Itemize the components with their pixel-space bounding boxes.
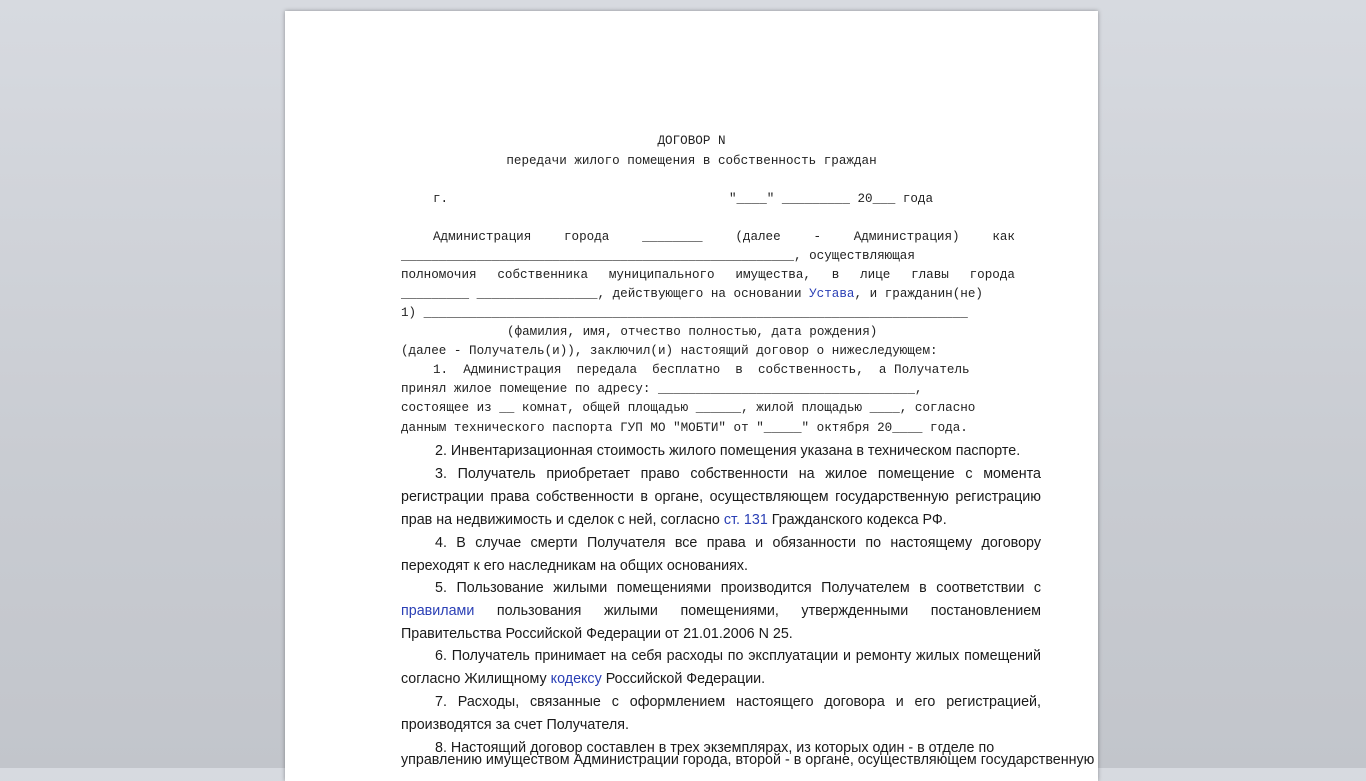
preamble-word: (далее xyxy=(735,230,781,244)
charter-link[interactable]: Устава xyxy=(809,287,855,301)
clause-6 xyxy=(401,645,1041,691)
preamble-word: - xyxy=(813,230,821,244)
preamble-word: Администрация xyxy=(433,230,532,244)
document-title: ДОГОВОР N xyxy=(657,134,726,148)
clause-1-line-2: принял жилое помещение по адресу: __________________________________, xyxy=(401,382,923,396)
preamble-line-1 xyxy=(433,228,1015,247)
preamble-line-7: (далее - Получатель(и)), заключил(и) настоящий договор о нижеследующем: xyxy=(401,344,938,358)
clause-8: 8. Настоящий договор составлен в трех экземплярах, из которых один - в отделе по xyxy=(435,740,995,756)
housing-code-link[interactable]: кодексу xyxy=(550,671,602,687)
rules-link[interactable]: правилами xyxy=(401,603,475,619)
clause-1-line-3: состоящее из __ комнат, общей площадью ______, жилой площадью ____, согласно xyxy=(401,401,976,415)
preamble-line-4 xyxy=(401,285,983,304)
document-page xyxy=(285,11,1098,781)
preamble-word: имущества, xyxy=(735,268,811,282)
preamble-word: города xyxy=(564,230,610,244)
clause-5 xyxy=(401,577,1041,646)
clause-8-continuation xyxy=(401,752,1095,773)
preamble-word: лице xyxy=(860,268,891,282)
preamble-word: главы xyxy=(911,268,949,282)
clause-text: 3. Получатель приобретает право собственности на жилое помещение с момента регистрации права собственности в органе, осуществляющем государственную регистрацию прав на недвижимость и сделок с ней, согласно xyxy=(401,466,1041,528)
preamble-line-3 xyxy=(401,266,1015,285)
clause-7: 7. Расходы, связанные с оформлением настоящего договора и его регистрацией, производятся за счет Получателя. xyxy=(401,694,1041,733)
preamble-word: полномочия xyxy=(401,268,477,282)
clause-2: 2. Инвентаризационная стоимость жилого помещения указана в техническом паспорте. xyxy=(435,443,1021,459)
preamble-line-2: ____________________________________________________, осуществляющая xyxy=(401,249,915,263)
clause-text: Гражданского кодекса РФ. xyxy=(767,512,947,528)
clause-text: 6. Получатель принимает на себя расходы по эксплуатации и ремонту жилых помещений согласно Жилищному xyxy=(401,648,1041,687)
clause-1-line-4: данным технического паспорта ГУП МО "МОБТИ" от "_____" октября 20____ года. xyxy=(401,421,968,435)
preamble-word: собственника xyxy=(497,268,589,282)
preamble-word: Администрация) xyxy=(853,230,960,244)
date-line: "____" _________ 20___ года xyxy=(729,192,934,206)
preamble-text: , и гражданин(не) xyxy=(854,287,983,301)
clause-4: 4. В случае смерти Получателя все права и обязанности по настоящему договору переходят к его наследникам на общих основаниях. xyxy=(401,535,1041,574)
clause-1-line-1: 1. Администрация передала бесплатно в собственность, а Получатель xyxy=(433,363,970,377)
preamble-word: города xyxy=(969,268,1015,282)
preamble-word: в xyxy=(831,268,840,282)
preamble-line-5: 1) ________________________________________________________________________ xyxy=(401,306,968,320)
civil-code-article-link[interactable]: ст. 131 xyxy=(723,512,768,528)
clause-text: пользования жилыми помещениями, утвержденными постановлением Правительства Российской Федерации от 21.01.2006 N 25. xyxy=(401,603,1041,642)
clause-text: 5. Пользование жилыми помещениями производится Получателем в соответствии с xyxy=(435,580,1041,596)
clause-8-cut-text: управлению имуществом Администрации города, второй - в органе, осуществляющем государственную xyxy=(401,752,1095,768)
clause-3 xyxy=(401,463,1041,532)
preamble-text: _________ ________________, действующего на основании xyxy=(401,287,810,301)
clause-text: Российской Федерации. xyxy=(601,671,766,687)
preamble-word: как xyxy=(992,230,1015,244)
place-line: г. xyxy=(433,192,449,206)
preamble-line-6: (фамилия, имя, отчество полностью, дата рождения) xyxy=(507,325,878,339)
preamble-word: муниципального xyxy=(608,268,715,282)
document-subtitle: передачи жилого помещения в собственность граждан xyxy=(506,154,877,168)
preamble-word: ________ xyxy=(642,230,703,244)
